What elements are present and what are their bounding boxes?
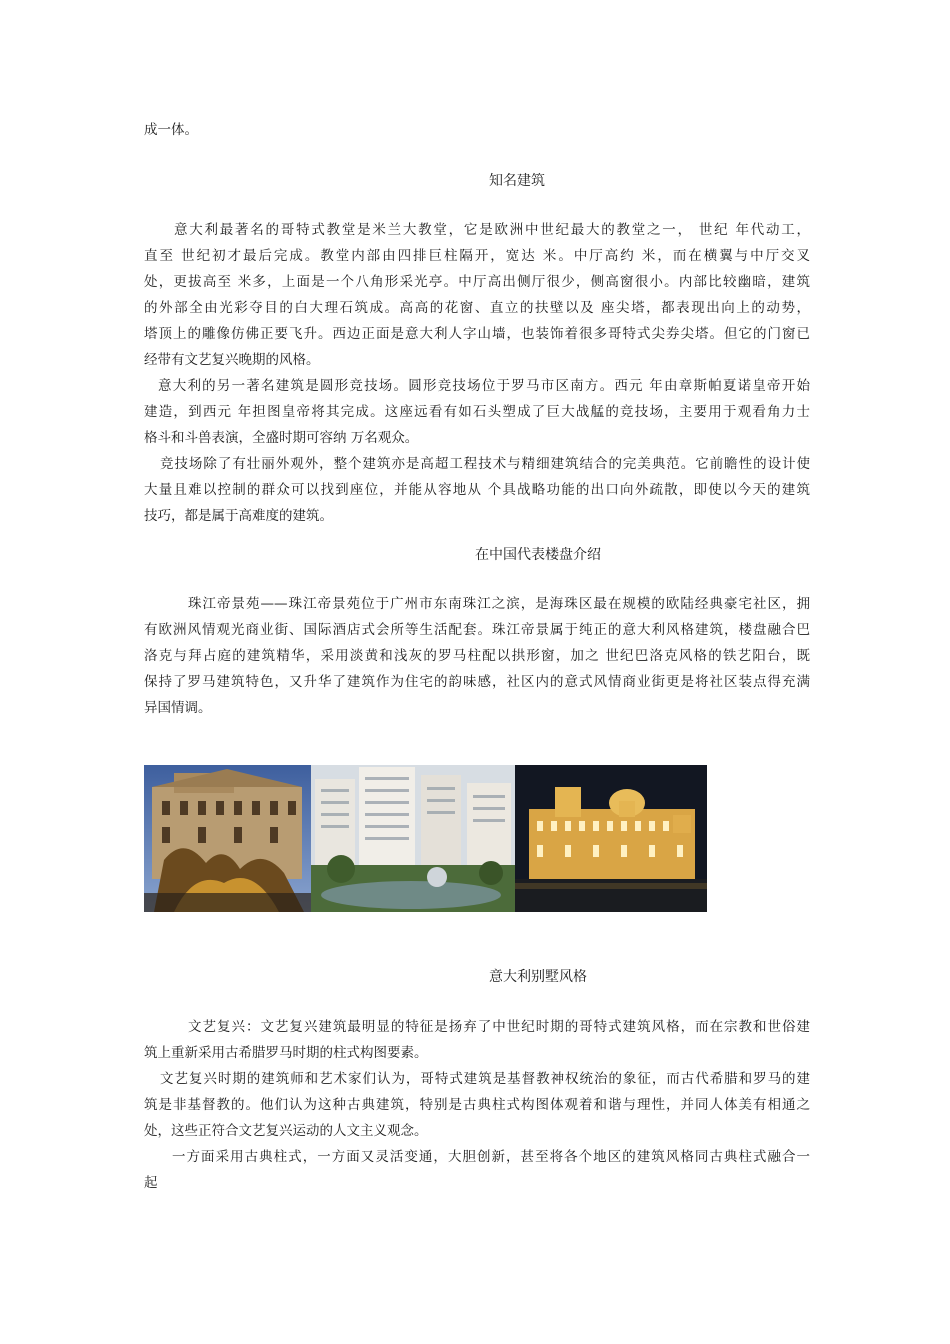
- photo-palace-facade: [144, 765, 311, 912]
- text-line: 洛克与拜占庭的建筑精华，采用淡黄和浅灰的罗马柱配以拱形窗，加之 世纪巴洛克风格的铁艺阳台，既: [144, 648, 810, 664]
- paragraph-intro-tail: [144, 117, 810, 143]
- paragraph-renaissance-body: [144, 1040, 810, 1066]
- text-line: 的外部全由光彩夺目的白大理石筑成。高高的花窗、直立的扶壁以及 座尖塔，都表现出向上的动势，: [144, 300, 810, 316]
- paragraph-pearl-river-estate: [144, 591, 810, 617]
- paragraph-milan-cathedral: [144, 217, 810, 243]
- text-line: 文艺复兴：文艺复兴建筑最明显的特征是扬弃了中世纪时期的哥特式建筑风格，而在宗教和世俗建: [188, 1019, 810, 1035]
- section-heading-italian-villa-style: 意大利别墅风格: [489, 969, 587, 985]
- paragraph-milan-cathedral-body: [144, 243, 810, 373]
- section-heading-china-projects: 在中国代表楼盘介绍: [475, 547, 601, 563]
- text-line: 筑上重新采用古希腊罗马时期的柱式构图要素。: [144, 1045, 428, 1061]
- paragraph-classical-orders-tail: [144, 1170, 810, 1196]
- text-line: 筑是非基督教的。他们认为这种古典建筑，特别是古典柱式构图体观着和谐与理性，并同人体美有相通之: [144, 1097, 810, 1113]
- text-line: 异国情调。: [144, 700, 212, 716]
- text-line: 建造，到西元 年担图皇帝将其完成。这座远看有如石头塑成了巨大战艋的竞技场，主要用于观看角力士: [144, 404, 810, 420]
- section-heading-famous-buildings: 知名建筑: [489, 173, 545, 189]
- paragraph-colosseum-design: [144, 451, 810, 477]
- text-line: 文艺复兴时期的建筑师和艺术家们认为，哥特式建筑是基督教神权统治的象征，而古代希腊和罗马的建: [160, 1071, 810, 1087]
- paragraph-colosseum-body: [144, 399, 810, 451]
- text-line: 直至 世纪初才最后完成。教堂内部由四排巨柱隔开，宽达 米。中厅高约 米，而在横翼与中厅交叉: [144, 248, 810, 264]
- text-line: 处，更拔高至 米多，上面是一个八角形采光亭。中厅高出侧厅很少，侧高窗很小。内部比较幽暗，建筑: [144, 274, 810, 290]
- text-line: 大量且难以控制的群众可以找到座位，并能从容地从 个具战略功能的出口向外疏散，即使以今天的建筑: [144, 482, 810, 498]
- paragraph-colosseum-design-body: [144, 477, 810, 529]
- text-line: 珠江帝景苑——珠江帝景苑位于广州市东南珠江之滨，是海珠区最在规模的欧陆经典豪宅社区，拥: [188, 596, 810, 612]
- paragraph-pearl-river-estate-body: [144, 617, 810, 721]
- text-line: 竞技场除了有壮丽外观外，整个建筑亦是高超工程技术与精细建筑结合的完美典范。它前瞻性的设计使: [160, 456, 810, 472]
- text-line: 意大利的另一著名建筑是圆形竞技场。圆形竞技场位于罗马市区南方。西元 年由章斯帕夏诺皇帝开始: [158, 378, 810, 394]
- text-line: 塔顶上的雕像仿佛正要飞升。西边正面是意大利人字山墙，也装饰着很多哥特式尖券尖塔。但它的门窗已: [144, 326, 810, 342]
- text-line: 起: [144, 1175, 158, 1191]
- paragraph-renaissance-views-body: [144, 1092, 810, 1144]
- paragraph-colosseum: [144, 373, 810, 399]
- text-line: 经带有文艺复兴晚期的风格。: [144, 352, 320, 368]
- text-line: 成一体。: [144, 122, 198, 138]
- photo-palace-night: [515, 765, 707, 912]
- text-line: 一方面采用古典柱式，一方面又灵活变通，大胆创新，甚至将各个地区的建筑风格同古典柱式融合一: [172, 1149, 810, 1165]
- text-line: 意大利最著名的哥特式教堂是米兰大教堂，它是欧洲中世纪最大的教堂之一， 世纪 年代动工，: [174, 222, 810, 238]
- paragraph-renaissance-views: [144, 1066, 810, 1092]
- photo-residential-towers: [311, 765, 515, 912]
- text-line: 格斗和斗兽表演，全盛时期可容纳 万名观众。: [144, 430, 419, 446]
- text-line: 技巧，都是属于高难度的建筑。: [144, 508, 333, 524]
- paragraph-classical-orders: [144, 1144, 810, 1170]
- text-line: 处，这些正符合文艺复兴运动的人文主义观念。: [144, 1123, 428, 1139]
- text-line: 有欧洲风情观光商业街、国际酒店式会所等生活配套。珠江帝景属于纯正的意大利风格建筑，楼盘融合巴: [144, 622, 810, 638]
- paragraph-renaissance: [144, 1014, 810, 1040]
- text-line: 保持了罗马建筑特色，又升华了建筑作为住宅的韵味感，社区内的意式风情商业街更是将社区装点得充满: [144, 674, 810, 690]
